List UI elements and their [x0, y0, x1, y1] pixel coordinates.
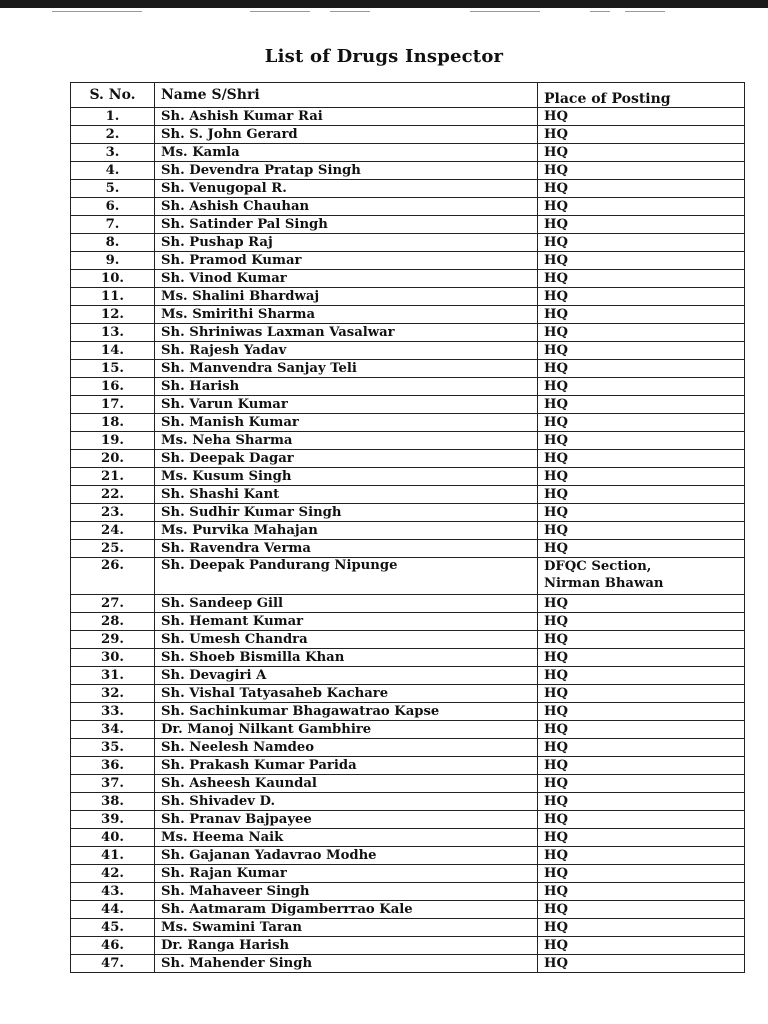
table-row	[71, 631, 745, 649]
place-of-posting: HQ	[538, 162, 745, 180]
inspector-name: Sh. S. John Gerard	[155, 126, 538, 144]
serial-number: 31.	[71, 667, 155, 685]
place-of-posting: HQ	[538, 288, 745, 306]
inspector-name: Sh. Aatmaram Digamberrrao Kale	[155, 901, 538, 919]
inspector-name: Sh. Sandeep Gill	[155, 595, 538, 613]
serial-number: 5.	[71, 180, 155, 198]
table-row	[71, 306, 745, 324]
place-of-posting: HQ	[538, 811, 745, 829]
serial-number: 24.	[71, 522, 155, 540]
place-of-posting: HQ	[538, 342, 745, 360]
serial-number: 1.	[71, 108, 155, 126]
scan-noise	[0, 8, 768, 18]
place-of-posting	[538, 558, 745, 595]
table-row	[71, 757, 745, 775]
table-row	[71, 144, 745, 162]
table-row	[71, 883, 745, 901]
inspector-name: Sh. Pranav Bajpayee	[155, 811, 538, 829]
inspector-name: Sh. Satinder Pal Singh	[155, 216, 538, 234]
table-row	[71, 865, 745, 883]
inspector-name: Sh. Asheesh Kaundal	[155, 775, 538, 793]
place-of-posting: HQ	[538, 685, 745, 703]
table-row	[71, 504, 745, 522]
table-row	[71, 234, 745, 252]
inspector-name: Ms. Heema Naik	[155, 829, 538, 847]
inspector-name: Sh. Rajesh Yadav	[155, 342, 538, 360]
inspector-name: Sh. Manvendra Sanjay Teli	[155, 360, 538, 378]
serial-number: 7.	[71, 216, 155, 234]
inspector-name: Sh. Shashi Kant	[155, 486, 538, 504]
inspector-name: Ms. Swamini Taran	[155, 919, 538, 937]
inspector-name: Sh. Sudhir Kumar Singh	[155, 504, 538, 522]
header-posting: Place of Posting	[538, 83, 745, 108]
table-row	[71, 126, 745, 144]
serial-number: 28.	[71, 613, 155, 631]
serial-number: 20.	[71, 450, 155, 468]
table-row	[71, 739, 745, 757]
table-row	[71, 216, 745, 234]
place-of-posting: HQ	[538, 595, 745, 613]
table-row	[71, 198, 745, 216]
serial-number: 23.	[71, 504, 155, 522]
serial-number: 46.	[71, 937, 155, 955]
place-of-posting: HQ	[538, 703, 745, 721]
serial-number: 38.	[71, 793, 155, 811]
table-row	[71, 540, 745, 558]
inspector-name: Sh. Neelesh Namdeo	[155, 739, 538, 757]
table-row	[71, 937, 745, 955]
place-of-posting: HQ	[538, 198, 745, 216]
table-row	[71, 613, 745, 631]
table-row	[71, 468, 745, 486]
table-row	[71, 414, 745, 432]
serial-number: 41.	[71, 847, 155, 865]
serial-number: 21.	[71, 468, 155, 486]
place-of-posting: HQ	[538, 270, 745, 288]
inspector-name: Sh. Shriniwas Laxman Vasalwar	[155, 324, 538, 342]
place-of-posting: HQ	[538, 180, 745, 198]
serial-number: 6.	[71, 198, 155, 216]
serial-number: 45.	[71, 919, 155, 937]
place-of-posting: HQ	[538, 540, 745, 558]
serial-number: 19.	[71, 432, 155, 450]
inspector-name: Sh. Venugopal R.	[155, 180, 538, 198]
place-of-posting: HQ	[538, 360, 745, 378]
serial-number: 26.	[71, 558, 155, 595]
page-title: List of Drugs Inspector	[264, 46, 504, 67]
inspector-name: Sh. Shoeb Bismilla Khan	[155, 649, 538, 667]
place-of-posting: HQ	[538, 649, 745, 667]
inspector-name: Sh. Gajanan Yadavrao Modhe	[155, 847, 538, 865]
table-row	[71, 288, 745, 306]
inspector-name: Sh. Vinod Kumar	[155, 270, 538, 288]
inspector-name: Sh. Ravendra Verma	[155, 540, 538, 558]
inspector-name: Dr. Ranga Harish	[155, 937, 538, 955]
table-row	[71, 649, 745, 667]
table-row	[71, 450, 745, 468]
inspector-name: Ms. Kusum Singh	[155, 468, 538, 486]
table-row	[71, 667, 745, 685]
serial-number: 42.	[71, 865, 155, 883]
serial-number: 22.	[71, 486, 155, 504]
posting-line-2: Nirman Bhawan	[544, 576, 664, 591]
serial-number: 34.	[71, 721, 155, 739]
serial-number: 29.	[71, 631, 155, 649]
place-of-posting: HQ	[538, 775, 745, 793]
serial-number: 9.	[71, 252, 155, 270]
serial-number: 36.	[71, 757, 155, 775]
place-of-posting: HQ	[538, 793, 745, 811]
table-row	[71, 324, 745, 342]
table-row	[71, 811, 745, 829]
inspector-name: Dr. Manoj Nilkant Gambhire	[155, 721, 538, 739]
serial-number: 10.	[71, 270, 155, 288]
serial-number: 44.	[71, 901, 155, 919]
place-of-posting: HQ	[538, 919, 745, 937]
scan-edge	[0, 0, 768, 8]
place-of-posting: HQ	[538, 450, 745, 468]
place-of-posting: HQ	[538, 324, 745, 342]
place-of-posting: HQ	[538, 757, 745, 775]
place-of-posting: HQ	[538, 829, 745, 847]
serial-number: 3.	[71, 144, 155, 162]
serial-number: 15.	[71, 360, 155, 378]
table-row	[71, 685, 745, 703]
place-of-posting: HQ	[538, 865, 745, 883]
table-body	[71, 108, 745, 973]
table-row	[71, 829, 745, 847]
serial-number: 13.	[71, 324, 155, 342]
place-of-posting: HQ	[538, 216, 745, 234]
place-of-posting: HQ	[538, 613, 745, 631]
inspector-name: Ms. Smirithi Sharma	[155, 306, 538, 324]
table-row	[71, 342, 745, 360]
place-of-posting: HQ	[538, 901, 745, 919]
place-of-posting: HQ	[538, 378, 745, 396]
serial-number: 18.	[71, 414, 155, 432]
serial-number: 32.	[71, 685, 155, 703]
inspector-name: Sh. Sachinkumar Bhagawatrao Kapse	[155, 703, 538, 721]
serial-number: 2.	[71, 126, 155, 144]
inspector-name: Ms. Kamla	[155, 144, 538, 162]
table-row	[71, 360, 745, 378]
place-of-posting: HQ	[538, 522, 745, 540]
place-of-posting: HQ	[538, 955, 745, 973]
inspector-name: Sh. Pramod Kumar	[155, 252, 538, 270]
place-of-posting: HQ	[538, 414, 745, 432]
place-of-posting: HQ	[538, 432, 745, 450]
serial-number: 37.	[71, 775, 155, 793]
table-header-row	[71, 83, 745, 108]
inspector-name: Sh. Deepak Dagar	[155, 450, 538, 468]
place-of-posting: HQ	[538, 739, 745, 757]
serial-number: 16.	[71, 378, 155, 396]
table-row	[71, 847, 745, 865]
table-row	[71, 252, 745, 270]
table-row	[71, 775, 745, 793]
place-of-posting: HQ	[538, 937, 745, 955]
serial-number: 40.	[71, 829, 155, 847]
table-row	[71, 721, 745, 739]
place-of-posting: HQ	[538, 721, 745, 739]
place-of-posting: HQ	[538, 847, 745, 865]
serial-number: 8.	[71, 234, 155, 252]
serial-number: 43.	[71, 883, 155, 901]
place-of-posting: HQ	[538, 306, 745, 324]
place-of-posting: HQ	[538, 468, 745, 486]
table-row	[71, 522, 745, 540]
table-row	[71, 486, 745, 504]
place-of-posting: HQ	[538, 667, 745, 685]
place-of-posting: HQ	[538, 486, 745, 504]
table-row	[71, 432, 745, 450]
place-of-posting: HQ	[538, 108, 745, 126]
serial-number: 14.	[71, 342, 155, 360]
place-of-posting: HQ	[538, 252, 745, 270]
place-of-posting: HQ	[538, 504, 745, 522]
inspector-name: Sh. Devagiri A	[155, 667, 538, 685]
inspector-name: Sh. Rajan Kumar	[155, 865, 538, 883]
inspector-name: Sh. Ashish Chauhan	[155, 198, 538, 216]
table-row	[71, 595, 745, 613]
inspector-name: Sh. Devendra Pratap Singh	[155, 162, 538, 180]
serial-number: 12.	[71, 306, 155, 324]
inspector-name: Sh. Vishal Tatyasaheb Kachare	[155, 685, 538, 703]
place-of-posting: HQ	[538, 126, 745, 144]
inspector-name: Sh. Prakash Kumar Parida	[155, 757, 538, 775]
inspector-name: Sh. Manish Kumar	[155, 414, 538, 432]
inspectors-table	[70, 82, 745, 973]
table-row	[71, 270, 745, 288]
serial-number: 25.	[71, 540, 155, 558]
posting-line-1: DFQC Section,	[544, 559, 652, 574]
inspector-name: Ms. Shalini Bhardwaj	[155, 288, 538, 306]
serial-number: 27.	[71, 595, 155, 613]
place-of-posting: HQ	[538, 234, 745, 252]
inspector-name: Ms. Neha Sharma	[155, 432, 538, 450]
table-row	[71, 793, 745, 811]
table-row	[71, 378, 745, 396]
inspector-name: Sh. Pushap Raj	[155, 234, 538, 252]
place-of-posting: HQ	[538, 883, 745, 901]
inspector-name: Sh. Shivadev D.	[155, 793, 538, 811]
serial-number: 11.	[71, 288, 155, 306]
header-sno: S. No.	[71, 83, 155, 108]
inspector-name: Sh. Umesh Chandra	[155, 631, 538, 649]
table-row	[71, 180, 745, 198]
place-of-posting: HQ	[538, 631, 745, 649]
table-row	[71, 558, 745, 595]
serial-number: 39.	[71, 811, 155, 829]
place-of-posting: HQ	[538, 396, 745, 414]
inspector-name: Sh. Mahaveer Singh	[155, 883, 538, 901]
serial-number: 35.	[71, 739, 155, 757]
table-row	[71, 901, 745, 919]
inspector-name: Sh. Hemant Kumar	[155, 613, 538, 631]
table-row	[71, 955, 745, 973]
table-row	[71, 396, 745, 414]
serial-number: 30.	[71, 649, 155, 667]
serial-number: 4.	[71, 162, 155, 180]
inspector-name: Sh. Mahender Singh	[155, 955, 538, 973]
inspector-name: Sh. Harish	[155, 378, 538, 396]
serial-number: 17.	[71, 396, 155, 414]
table-row	[71, 162, 745, 180]
header-name: Name S/Shri	[155, 83, 538, 108]
serial-number: 47.	[71, 955, 155, 973]
inspector-name: Ms. Purvika Mahajan	[155, 522, 538, 540]
inspector-name: Sh. Varun Kumar	[155, 396, 538, 414]
place-of-posting: HQ	[538, 144, 745, 162]
table-row	[71, 703, 745, 721]
inspector-name: Sh. Ashish Kumar Rai	[155, 108, 538, 126]
table-row	[71, 919, 745, 937]
inspector-name: Sh. Deepak Pandurang Nipunge	[155, 558, 538, 595]
table-row	[71, 108, 745, 126]
serial-number: 33.	[71, 703, 155, 721]
